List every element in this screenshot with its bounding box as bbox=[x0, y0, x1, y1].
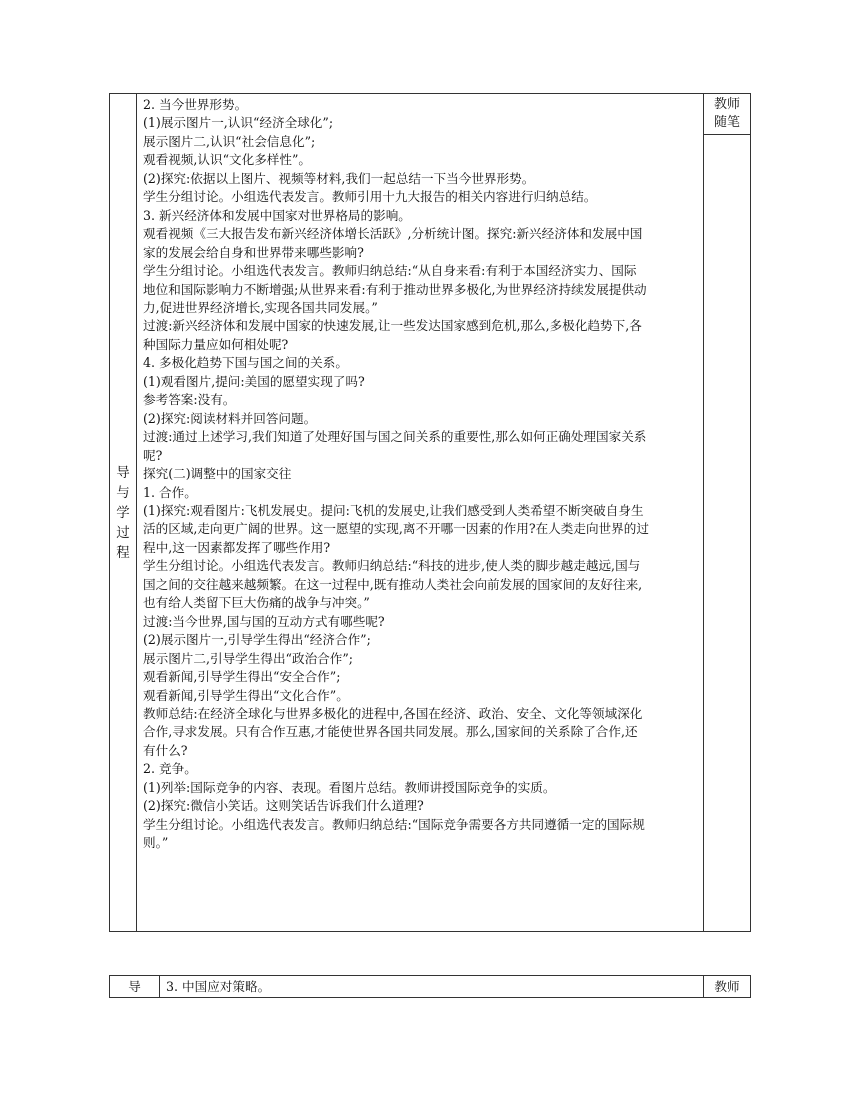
content-line: 学生分组讨论。小组选代表发言。教师引用十九大报告的相关内容进行归纳总结。 bbox=[143, 189, 597, 205]
content-line: (1)探究:观看图片:飞机发展史。提问:飞机的发展史,让我们感受到人类希望不断突破自身生 bbox=[143, 502, 644, 518]
teacher-notes-header: 教师 bbox=[704, 976, 751, 998]
content-line: 2. 竞争。 bbox=[143, 761, 197, 777]
content-line: (1)列举:国际竞争的内容、表现。看图片总结。教师讲授国际竞争的实质。 bbox=[143, 779, 556, 795]
content-line: 学生分组讨论。小组选代表发言。教师归纳总结:“国际竞争需要各方共同遵循一定的国际规 bbox=[143, 816, 645, 832]
content-line: 参考答案:没有。 bbox=[143, 392, 236, 408]
content-line: 展示图片二,引导学生得出“政治合作”; bbox=[143, 650, 354, 666]
content-line: 国之间的交往越来越频繁。在这一过程中,既有推动人类社会向前发展的国家间的友好往来, bbox=[143, 576, 643, 592]
content-line: 学生分组讨论。小组选代表发言。教师归纳总结:“从自身来看:有利于本国经济实力、国际 bbox=[143, 263, 637, 279]
content-line: (1)观看图片,提问:美国的愿望实现了吗? bbox=[143, 373, 365, 389]
content-line: 活的区域,走向更广阔的世界。这一愿望的实现,离不开哪一因素的作用?在人类走向世界的过 bbox=[143, 521, 649, 537]
content-line: 学生分组讨论。小组选代表发言。教师归纳总结:“科技的进步,使人类的脚步越走越远,国与 bbox=[143, 558, 641, 574]
content-line: 也有给人类留下巨大伤痛的战争与冲突。” bbox=[143, 595, 370, 611]
content-line: 观看新闻,引导学生得出“文化合作”。 bbox=[143, 687, 349, 703]
content-line: 过渡:当今世界,国与国的互动方式有哪些呢? bbox=[143, 613, 385, 629]
section-label-guide: 导 bbox=[110, 976, 160, 998]
content-line: 呢? bbox=[143, 447, 163, 463]
content-line: 种国际力量应如何相处呢? bbox=[143, 336, 289, 352]
content-line: 教师总结:在经济全球化与世界多极化的进程中,各国在经济、政治、安全、文化等领域深化 bbox=[143, 705, 643, 721]
content-line: 过渡:新兴经济体和发展中国家的快速发展,让一些发达国家感到危机,那么,多极化趋势下,各 bbox=[143, 318, 642, 334]
content-line: (1)展示图片一,认识“经济全球化”; bbox=[143, 115, 334, 131]
content-line: 2. 当今世界形势。 bbox=[143, 97, 248, 112]
section-label-guide-learn-process: 导 与 学 过 程 bbox=[110, 94, 137, 932]
content-line: 力,促进世界经济增长,实现各国共同发展。” bbox=[143, 299, 378, 315]
content-line: 4. 多极化趋势下国与国之间的关系。 bbox=[143, 355, 348, 371]
content-line: 则。” bbox=[143, 835, 169, 851]
content-line: (2)探究:阅读材料并回答问题。 bbox=[143, 410, 317, 426]
content-line: 有什么? bbox=[143, 742, 188, 758]
content-line: 3. 新兴经济体和发展中国家对世界格局的影响。 bbox=[143, 207, 411, 223]
content-line: 3. 中国应对策略。 bbox=[160, 976, 704, 998]
content-line: 家的发展会给自身和世界带来哪些影响? bbox=[143, 244, 364, 260]
lesson-table-continued bbox=[109, 975, 751, 998]
content-line: 观看视频,认识“文化多样性”。 bbox=[143, 152, 312, 168]
content-line: 展示图片二,认识“社会信息化”; bbox=[143, 133, 316, 149]
content-line: (2)探究:依据以上图片、视频等材料,我们一起总结一下当今世界形势。 bbox=[143, 170, 535, 186]
content-line: 探究(二)调整中的国家交往 bbox=[143, 466, 292, 482]
content-line: 观看新闻,引导学生得出“安全合作”; bbox=[143, 669, 341, 685]
lesson-table bbox=[109, 93, 751, 932]
teacher-notes-header: 教师 随笔 bbox=[704, 94, 751, 135]
content-line: 过渡:通过上述学习,我们知道了处理好国与国之间关系的重要性,那么如何正确处理国家关系 bbox=[143, 429, 647, 445]
content-line: 1. 合作。 bbox=[143, 484, 197, 500]
content-line: 程中,这一因素都发挥了哪些作用? bbox=[143, 539, 331, 555]
lesson-content bbox=[137, 94, 704, 932]
content-line: (2)展示图片一,引导学生得出“经济合作”; bbox=[143, 632, 371, 648]
content-line: (2)探究:微信小笑话。这则笑话告诉我们什么道理? bbox=[143, 798, 424, 814]
content-line: 合作,寻求发展。只有合作互惠,才能使世界各国共同发展。那么,国家间的关系除了合作,还 bbox=[143, 724, 638, 740]
teacher-notes-area bbox=[704, 135, 751, 932]
content-line: 地位和国际影响力不断增强;从世界来看:有利于推动世界多极化,为世界经济持续发展提供动 bbox=[143, 281, 647, 297]
content-line: 观看视频《三大报告发布新兴经济体增长活跃》,分析统计图。探究:新兴经济体和发展中国 bbox=[143, 226, 643, 242]
